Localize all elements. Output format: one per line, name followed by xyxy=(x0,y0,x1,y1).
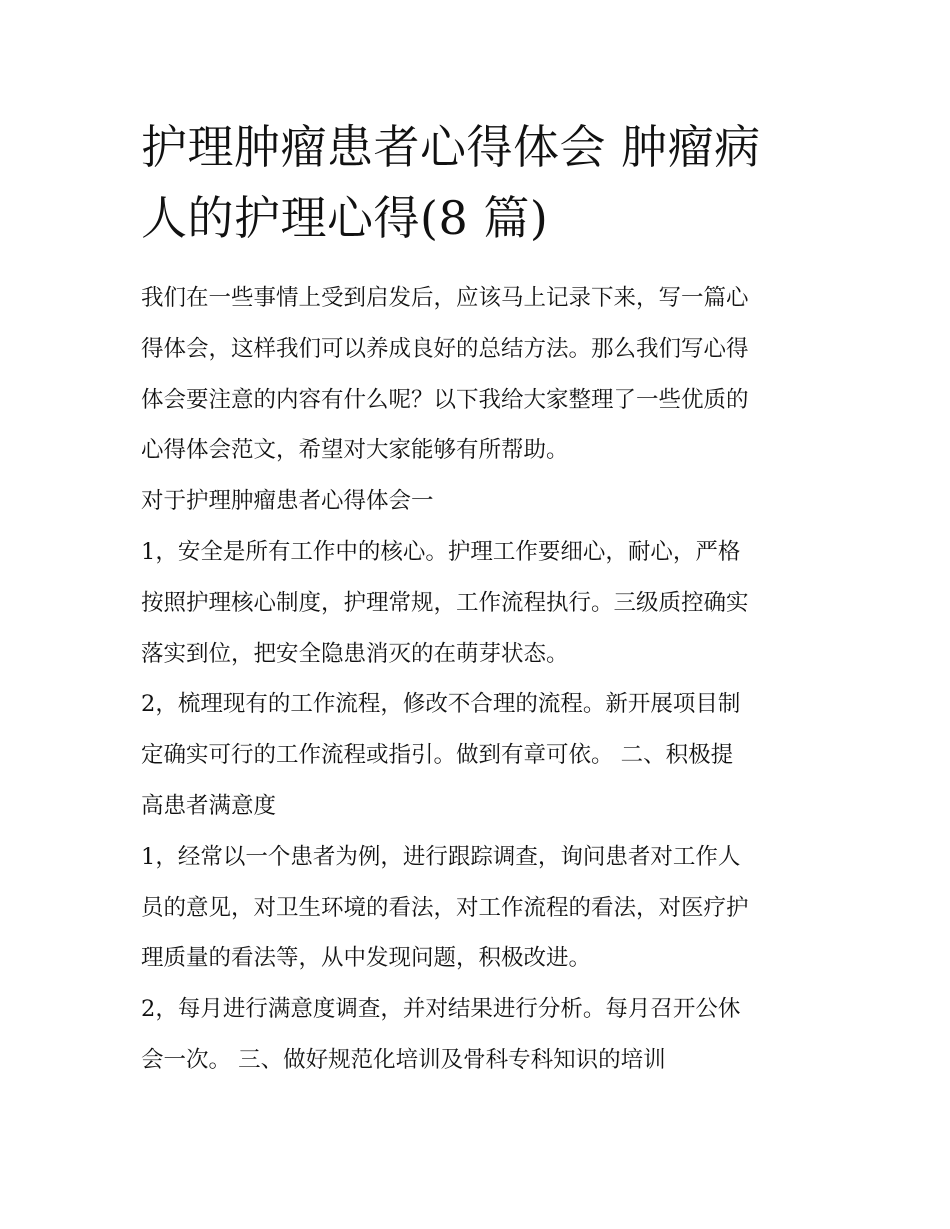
body-line-15: 2，每月进行满意度调查，并对结果进行分析。每月召开公休 xyxy=(141,996,741,1023)
body-line-2: 得体会，这样我们可以养成良好的总结方法。那么我们写心得 xyxy=(141,335,749,362)
body-line-4: 心得体会范文，希望对大家能够有所帮助。 xyxy=(141,437,569,464)
body-line-7: 按照护理核心制度，护理常规，工作流程执行。三级质控确实 xyxy=(141,589,749,616)
body-line-3: 体会要注意的内容有什么呢？以下我给大家整理了一些优质的 xyxy=(141,386,749,413)
document-body xyxy=(141,273,813,1086)
body-line-16: 会一次。 三、做好规范化培训及骨科专科知识的培训 xyxy=(141,1046,666,1073)
body-line-11: 高患者满意度 xyxy=(141,792,277,819)
section-heading-1: 对于护理肿瘤患者心得体会一 xyxy=(141,488,434,515)
document-content xyxy=(141,112,813,1086)
body-line-12: 1，经常以一个患者为例，进行跟踪调查，询问患者对工作人 xyxy=(141,843,741,870)
body-line-1: 我们在一些事情上受到启发后，应该马上记录下来，写一篇心 xyxy=(141,285,749,311)
body-line-14: 理质量的看法等，从中发现问题，积极改进。 xyxy=(141,945,592,972)
title-line-1: 护理肿瘤患者心得体会 肿瘤病 xyxy=(141,120,761,174)
title-line-2: 人的护理心得(8 篇) xyxy=(141,191,549,245)
body-line-13: 员的意见，对卫生环境的看法，对工作流程的看法，对医疗护 xyxy=(141,894,749,921)
body-line-6: 1，安全是所有工作中的核心。护理工作要细心，耐心，严格 xyxy=(141,538,741,565)
body-line-8: 落实到位，把安全隐患消灭的在萌芽状态。 xyxy=(141,640,569,667)
body-line-9: 2，梳理现有的工作流程，修改不合理的流程。新开展项目制 xyxy=(141,691,741,718)
body-line-10: 定确实可行的工作流程或指引。做到有章可依。 二、积极提 xyxy=(141,742,734,769)
document-title xyxy=(141,112,813,254)
